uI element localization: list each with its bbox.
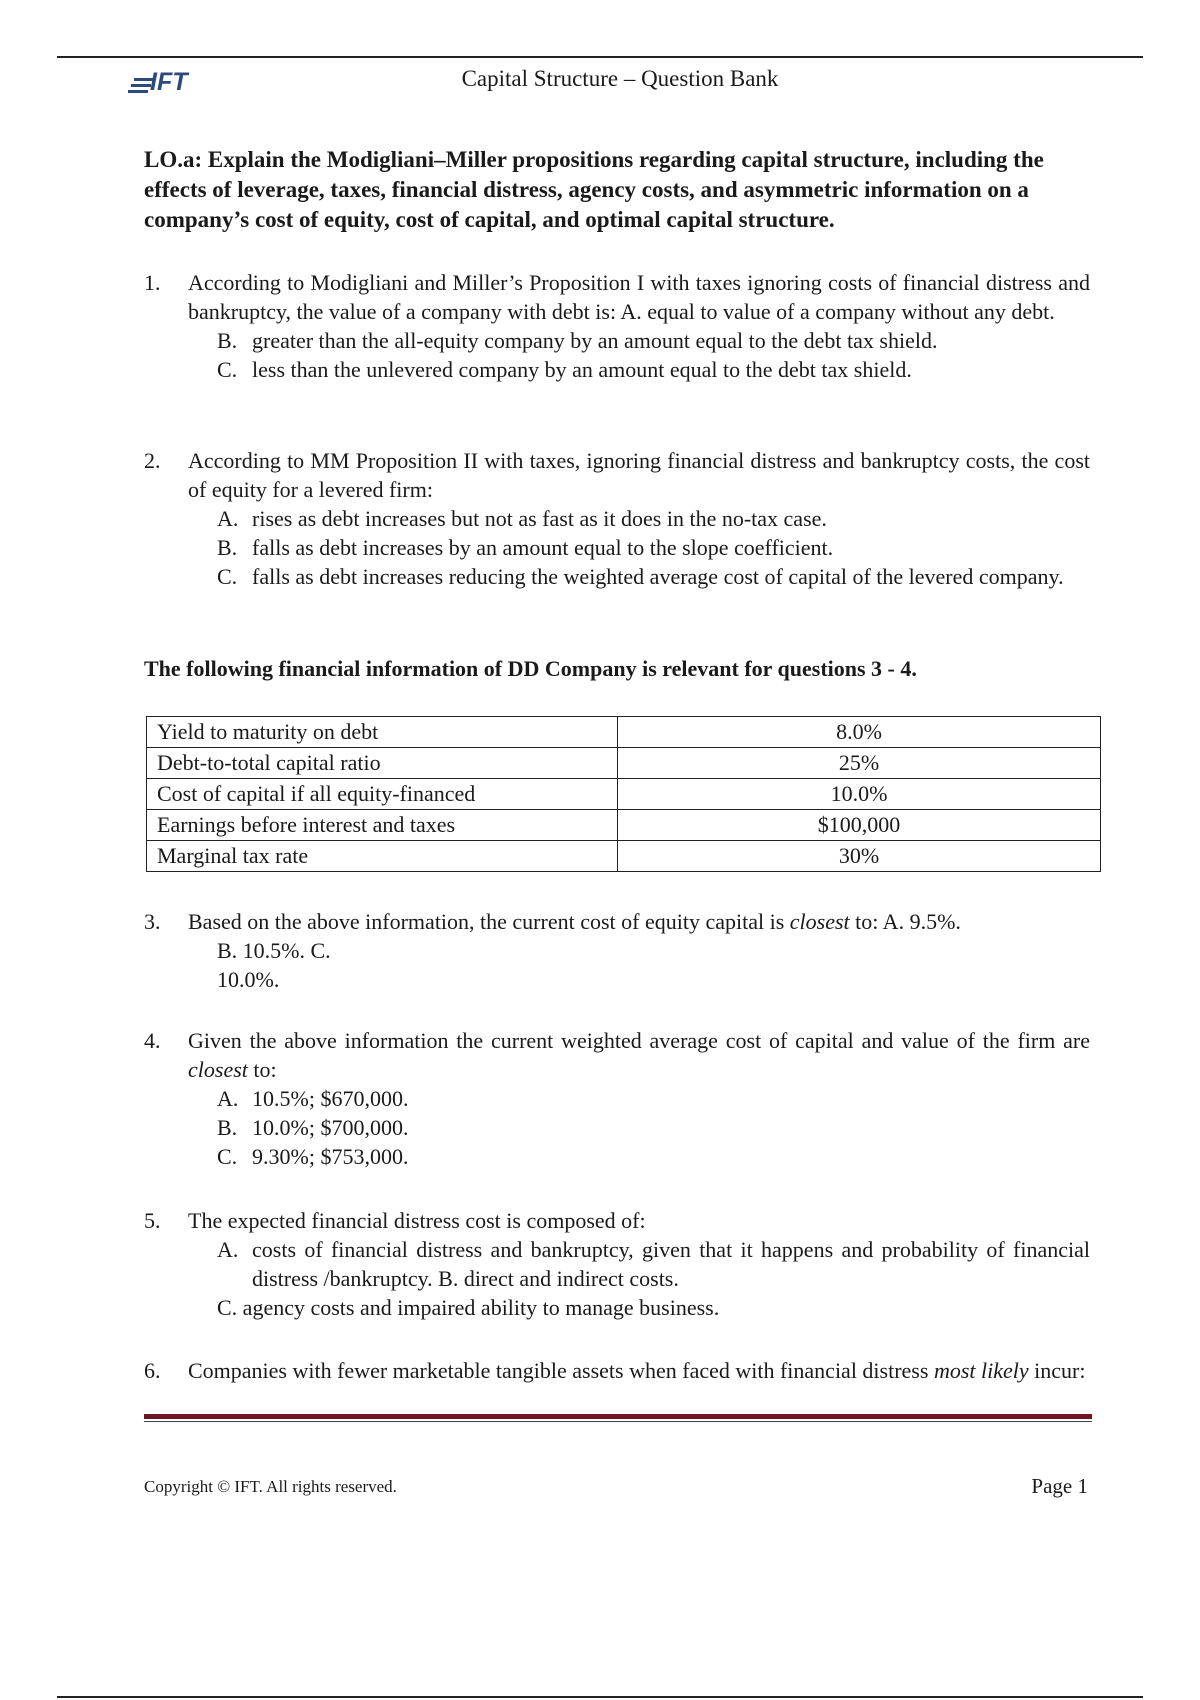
option-letter: C. (217, 564, 238, 589)
table-cell-value: $100,000 (618, 810, 1101, 841)
financial-info-table (146, 716, 1101, 872)
option-letter: B. (217, 328, 238, 353)
page-number: Page 1 (1031, 1474, 1088, 1498)
option-text: 10.5%; $670,000. (252, 1086, 409, 1111)
answer-option (217, 1235, 1090, 1293)
question-4 (144, 1026, 1090, 1171)
answer-option (217, 1142, 1090, 1171)
table-cell-label: Debt-to-total capital ratio (147, 748, 618, 779)
question-number: 5. (144, 1208, 161, 1233)
logo-text: IFT (150, 68, 188, 96)
question-continuation: B. 10.5%. C. (217, 938, 331, 963)
question-continuation: C. agency costs and impaired ability to manage business. (217, 1295, 720, 1320)
page-header-title: Capital Structure – Question Bank (461, 66, 779, 91)
question-number: 3. (144, 909, 161, 934)
option-text: costs of financial distress and bankruptcy, given that it happens and probability of financial distress /bankruptcy. B. direct and indirect costs. (252, 1237, 1090, 1291)
table-cell-value: 30% (618, 841, 1101, 872)
option-text: greater than the all-equity company by an amount equal to the debt tax shield. (252, 328, 938, 353)
table-cell-label: Cost of capital if all equity-financed (147, 779, 618, 810)
answer-option (217, 1084, 1090, 1113)
info-intro: The following financial information of DD Company is relevant for questions 3 - 4. (144, 656, 917, 681)
option-text: falls as debt increases reducing the weighted average cost of capital of the levered company. (252, 564, 1064, 589)
footer-rule-thin (144, 1421, 1092, 1422)
table-cell-value: 10.0% (618, 779, 1101, 810)
table-row (147, 810, 1101, 841)
ift-logo (128, 70, 218, 100)
table-cell-value: 8.0% (618, 717, 1101, 748)
table-cell-label: Marginal tax rate (147, 841, 618, 872)
question-stem: According to Modigliani and Miller’s Proposition I with taxes ignoring costs of financial distress and bankruptcy, the value of a company with debt is: A. equal to value of a company without any debt. (188, 270, 1090, 324)
bottom-rule (57, 1696, 1143, 1698)
question-3 (144, 907, 1090, 994)
footer-rule (144, 1414, 1092, 1419)
answer-option (217, 355, 1090, 384)
question-number: 6. (144, 1358, 161, 1383)
question-2 (144, 446, 1090, 591)
table-row (147, 748, 1101, 779)
option-letter: A. (217, 1086, 239, 1111)
question-stem: According to MM Proposition II with taxes, ignoring financial distress and bankruptcy costs, the cost of equity for a levered firm: (188, 448, 1090, 502)
answer-option (217, 562, 1090, 591)
option-letter: B. (217, 535, 238, 560)
question-1 (144, 268, 1090, 384)
question-stem: Based on the above information, the current cost of equity capital is closest to: A. 9.5%. (188, 909, 961, 934)
table-cell-label: Yield to maturity on debt (147, 717, 618, 748)
option-text: 9.30%; $753,000. (252, 1144, 409, 1169)
question-number: 1. (144, 270, 161, 295)
option-letter: B. (217, 1115, 238, 1140)
learning-outcome: LO.a: Explain the Modigliani–Miller propositions regarding capital structure, including the effects of leverage, taxes, financial distress, agency costs, and asymmetric information on a company’s cost of equity, cost of capital, and optimal capital structure. (144, 147, 1044, 232)
answer-option (217, 504, 1090, 533)
option-letter: C. (217, 1144, 238, 1169)
question-number: 2. (144, 448, 161, 473)
answer-option (217, 1113, 1090, 1142)
question-number: 4. (144, 1028, 161, 1053)
table-row (147, 779, 1101, 810)
option-text: 10.0%; $700,000. (252, 1115, 409, 1140)
copyright-notice: Copyright © IFT. All rights reserved. (144, 1477, 397, 1496)
option-text: less than the unlevered company by an amount equal to the debt tax shield. (252, 357, 912, 382)
option-letter: A. (217, 1237, 239, 1262)
answer-option (217, 326, 1090, 355)
table-row (147, 841, 1101, 872)
option-letter: C. (217, 357, 238, 382)
question-5 (144, 1206, 1090, 1322)
question-6 (144, 1356, 1090, 1385)
answer-option (217, 533, 1090, 562)
option-text: falls as debt increases by an amount equal to the slope coefficient. (252, 535, 834, 560)
question-stem: Given the above information the current weighted average cost of capital and value of the firm are closest to: (188, 1028, 1090, 1082)
question-continuation: 10.0%. (217, 967, 280, 992)
option-letter: A. (217, 506, 239, 531)
table-cell-value: 25% (618, 748, 1101, 779)
question-stem: The expected financial distress cost is composed of: (188, 1208, 646, 1233)
table-cell-label: Earnings before interest and taxes (147, 810, 618, 841)
option-text: rises as debt increases but not as fast as it does in the no-tax case. (252, 506, 827, 531)
question-stem: Companies with fewer marketable tangible assets when faced with financial distress most likely incur: (188, 1358, 1086, 1383)
top-rule (57, 56, 1143, 58)
table-row (147, 717, 1101, 748)
